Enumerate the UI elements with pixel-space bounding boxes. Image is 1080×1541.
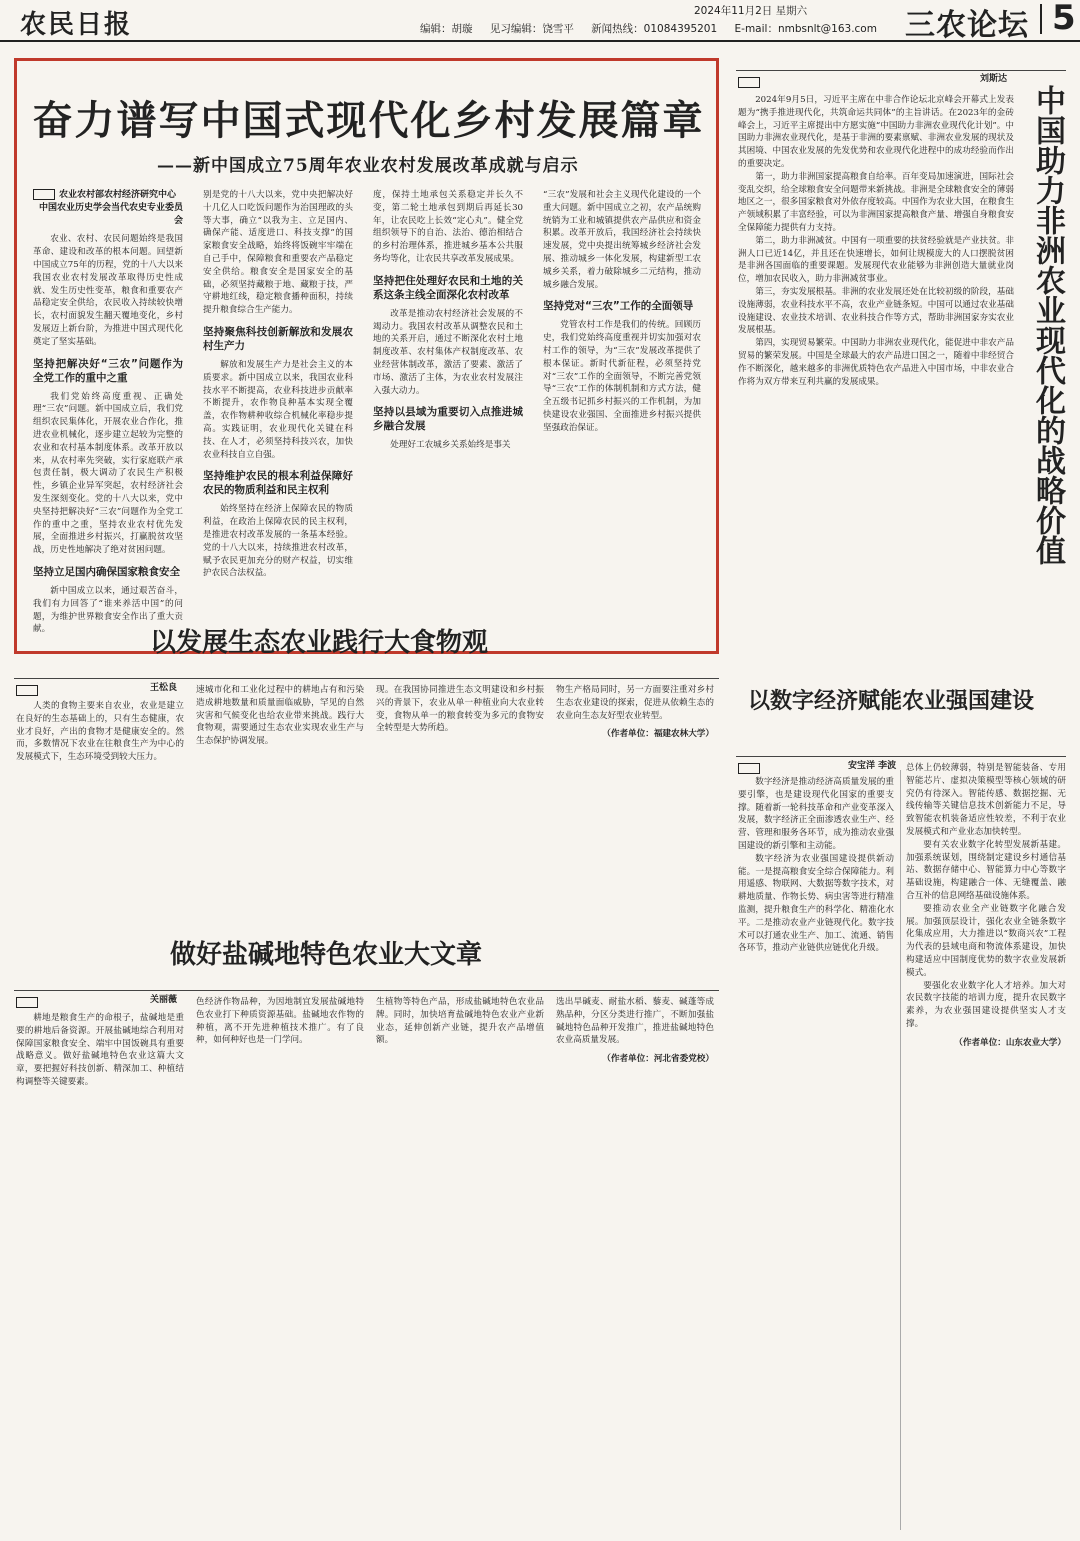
page-divider: [1040, 4, 1042, 34]
main-article-box: [14, 58, 719, 654]
main-byline: 农业农村部农村经济研究中心 中国农业历史学会当代农史专业委员会: [33, 189, 183, 227]
africa-article-title: 中国助力非洲农业现代化的战略价值: [1030, 85, 1065, 565]
page-number: 5: [1052, 0, 1076, 38]
rule: [736, 70, 1066, 71]
paragraph: 第二，助力非洲减贫。中国有一项重要的扶贫经验就是产业扶贫。非洲人口已近14亿，并且还在快速增长，如何让规模庞大的人口摆脱贫困是非洲各国面临的重要课题。发展现代农业能够为非洲创造大量就业岗位，增加农民收入，助力非洲减贫事业。: [738, 235, 1014, 285]
eco-author: 王松良: [150, 683, 178, 693]
paragraph: 新中国成立以来，通过艰苦奋斗，我们有力回答了“谁来养活中国”的问题，为维护世界粮食安全作出了重大贡献。: [33, 585, 183, 635]
byline-box-icon: [33, 189, 55, 200]
masthead: [0, 0, 1080, 42]
saline-column-2: [196, 996, 364, 1532]
email: E-mail：nmbsnlt@163.com: [734, 23, 877, 35]
paragraph: 生植物等特色产品，形成盐碱地特色农业品牌。同时，加快培育盐碱地特色农业产业新业态，延伸创新产业链，提升农产品增值额。: [376, 997, 544, 1046]
byline-box-icon: [16, 680, 42, 699]
main-article-title: 奋力谱写中国式现代化乡村发展篇章: [32, 97, 705, 144]
digital-column-1: [738, 776, 894, 1532]
main-column-4: [543, 189, 701, 645]
paragraph: “三农”发展和社会主义现代化建设的一个重大问题。新中国成立之初，农产品统购统销为工业和城镇提供农产品供应和资金积累。改革开放后，我国经济社会持续快速发展，党中央提出统筹城乡经济社会发展、推动城乡一体化发展，构建新型工农城乡关系，着力破除城乡二元结构，推动城乡融合发展。: [543, 190, 701, 290]
paragraph: 第一，助力非洲国家提高粮食自给率。百年变局加速演进，国际社会变乱交织，给全球粮食安全问题带来新挑战。非洲是全球粮食安全的薄弱地区之一，很多国家粮食对外依存度较高。中国作为农业大国，在粮食生产领域积累了丰富经验，可以为非洲国家提高粮食产量、增强自身粮食安全保障能力提供有力支持。: [738, 171, 1014, 233]
paragraph: 选出旱碱麦、耐盐水稻、藜麦、碱蓬等成熟品种，分区分类进行推广，不断加强盐碱地特色品种开发推广，推进盐碱地特色农业高质量发展。: [556, 997, 714, 1046]
paragraph: 现。在我国协同推进生态文明建设和乡村振兴的背景下，农业从单一种植业向大农业转变，食物从单一的粮食转变为多元的食物安全转型是大势所趋。: [376, 685, 544, 734]
news-hotline: 新闻热线：01084395201: [591, 23, 718, 35]
paragraph: 解放和发展生产力是社会主义的本质要求。新中国成立以来，我国农业科技水平不断提高，农业科技进步贡献率不断提升，农作物良种基本实现全覆盖，农作物耕种收综合机械化率稳步提高。实践证明，农业现代化关键在科技、在人才，必须坚持科技兴农，加快农业科技自立自强。: [203, 359, 353, 460]
byline-box-icon: [16, 992, 42, 1011]
paragraph: 要有关农业数字化转型发展新基建。加强系统谋划，围绕制定建设乡村通信基站、数据存储中心、智能算力中心等数字基础设施，构建融合一体、无缝覆盖、融合互补的信息网络基础设施体系。: [906, 839, 1066, 901]
saline-article-title: 做好盐碱地特色农业大文章: [170, 940, 483, 970]
author-unit: （作者单位：山东农业大学）: [954, 1037, 1066, 1048]
paragraph: 我们党始终高度重视、正确处理“三农”问题。新中国成立后，我们党组织农民集体化，开展农业合作化，推进农业机械化，逐步建立起较为完整的农业和农村基本制度体系。改革开放以来，从农村率先突破，实行家庭联产承包责任制，极大调动了农民生产积极性，乡镇企业异军突起，农村经济社会发生深刻变化。党的十八大以来，党中央坚持把解决好“三农”问题作为全党工作的重中之重，坚持农业农村优先发展，全面推进乡村振兴，打赢脱贫攻坚战，历史性地解决了绝对贫困问题。: [33, 391, 183, 556]
paragraph: 处理好工农城乡关系始终是事关: [390, 440, 511, 451]
digital-author: 安宝洋 李波: [848, 761, 897, 771]
column-divider: [900, 770, 901, 1530]
saline-column-1: [16, 1012, 184, 1532]
paragraph: 要强化农业数字化人才培养。加大对农民数字技能的培训力度，提升农民数字素养，为农业强国建设提供坚实人才支撑。: [906, 980, 1066, 1029]
digital-article-title: 以数字经济赋能农业强国建设: [748, 689, 1035, 714]
paragraph: 耕地是粮食生产的命根子，盐碱地是重要的耕地后备资源。开展盐碱地综合利用对保障国家粮食安全、端牢中国饭碗具有重要战略意义。做好盐碱地特色农业这篇大文章，要把握好科技创新、精深加工、种植结构调整等关键要素。: [16, 1013, 184, 1087]
main-column-1: [33, 189, 183, 645]
main-column-3: [373, 189, 523, 645]
byline-box-icon: [738, 758, 764, 777]
main-article-subtitle: ——新中国成立75周年农业农村发展改革成就与启示: [157, 156, 579, 176]
subheading: 坚持把解决好“三农”问题作为全党工作的重中之重: [33, 357, 183, 384]
rule: [14, 990, 719, 991]
paragraph: 数字经济为农业强国建设提供新动能。一是提高粮食安全综合保障能力。利用遥感、物联网、大数据等数字技术，对耕地质量、作物长势、病虫害等进行精准监测，提升粮食生产的科学化、精准化水平。二是推动农业产业链现代化。数字技术可以打通农业生产、加工、流通、销售各环节，推动产业链供应链优化升级。: [738, 853, 894, 954]
paragraph: 始终坚持在经济上保障农民的物质利益，在政治上保障农民的民主权利，是推进农村改革发展的一条基本经验。党的十八大以来，持续推进农村改革，赋予农民更加充分的财产权益，切实维护农民合法权益。: [203, 504, 353, 579]
africa-author: 刘斯达: [980, 74, 1008, 84]
saline-column-3: [376, 996, 544, 1532]
section-name: 三农论坛: [905, 8, 1029, 43]
author-unit: （作者单位：福建农林大学）: [602, 729, 714, 740]
paragraph: 总体上仍较薄弱，特别是智能装备、专用智能芯片、虚拟决策模型等核心领域的研究仍有待深入。智能传感、数据挖掘、无线传输等关键信息技术创新能力不足，导致智能农机装备适应性较差，不利于农业发展模式和产业业态加快转型。: [906, 763, 1066, 837]
subheading: 坚持立足国内确保国家粮食安全: [33, 565, 180, 578]
main-column-2: [203, 189, 353, 645]
byline-box-icon: [738, 72, 764, 91]
paragraph: 数字经济是推动经济高质量发展的重要引擎，也是建设现代化国家的重要支撑。随着新一轮科技革命和产业变革深入发展，数字经济正全面渗透农业生产、经营、管理和服务各环节，成为推动农业强国建设的新引擎和主动能。: [738, 777, 894, 851]
subheading: 坚持聚焦科技创新解放和发展农村生产力: [203, 325, 353, 352]
subheading: 坚持以县域为重要切入点推进城乡融合发展: [373, 406, 523, 433]
paragraph: 第四，实现贸易繁荣。中国助力非洲农业现代化，能促进中非农产品贸易的繁荣发展。中国是全球最大的农产品进口国之一，随着中非经贸合作不断深化，越来越多的非洲优质特色农产品进入中国市场，中非农业合作将为双方带来互利共赢的发展成果。: [738, 338, 1014, 387]
paper-name: 农民日报: [20, 10, 133, 40]
digital-column-2: [906, 762, 1066, 1532]
africa-column: [738, 94, 1014, 664]
paragraph: 要推动农业全产业链数字化融合发展。加强顶层设计，强化农业全链条数字化集成应用，大力推进以“数商兴农”工程为代表的县域电商和物流体系建设，加快构建适应中国制度优势的数字农业发展新模式。: [906, 903, 1066, 978]
paragraph: 别是党的十八大以来，党中央把解决好十几亿人口吃饭问题作为治国理政的头等大事，确立“以我为主、立足国内、确保产能、适度进口、科技支撑”的国家粮食安全战略，始终将饭碗牢牢端在自己手中，保障粮食和重要农产品稳定安全供给。粮食安全是国家安全的基础，必须坚持藏粮于地、藏粮于技，严守耕地红线，稳定粮食播种面积，持续提升粮食综合生产能力。: [203, 190, 353, 316]
author-unit: （作者单位：河北省委党校）: [602, 1054, 714, 1065]
paragraph: 党管农村工作是我们的传统。回顾历史，我们党始终高度重视并切实加强对农村工作的领导，为“三农”发展改革提供了根本保证。新时代新征程，必须坚持党对“三农”工作的全面领导，不断完善党领导“三农”工作的体制机制和方式方法，健全五级书记抓乡村振兴的工作机制，为加快建设农业强国、全面推进乡村振兴提供坚强政治保证。: [543, 320, 701, 433]
eco-article-title: 以发展生态农业践行大食物观: [150, 628, 489, 658]
paragraph: 人类的食物主要来自农业，农业是建立在良好的生态基础上的，只有生态健康，农业才良好，产出的食物才是健康安全的。然而，多数情况下农业在往粮食生产为中心的发展模式下，生态环境受到较大压力。: [16, 701, 184, 763]
saline-column-4: [556, 996, 714, 1532]
paragraph: 色经济作物品种，为因地制宜发展盐碱地特色农业打下种质资源基础。盐碱地农作物的种植，离不开先进种植技术推广。有了良种，如何种好也是一门学问。: [196, 997, 364, 1046]
paragraph: 物生产格局同时，另一方面要注重对乡村生态农业建设的探索，促进从依赖生态的农业向生态友好型农业转型。: [556, 685, 714, 721]
intern-editor: 见习编辑：饶雪平: [489, 23, 574, 35]
eco-column-2: [196, 684, 364, 922]
editor: 编辑：胡璇: [420, 23, 473, 35]
rule: [736, 756, 1066, 757]
paragraph: 第三，夯实发展根基。非洲的农业发展还处在比较初级的阶段，基础设施薄弱，农业科技水平不高，农业产业链条短。中国可以通过农业基础设施建设、农业技术培训、农业科技合作等方式，帮助非洲国家夯实农业发展根基。: [738, 286, 1014, 336]
subheading: 坚持党对“三农”工作的全面领导: [543, 300, 694, 313]
paragraph: 速城市化和工业化过程中的耕地占有和污染造成耕地数量和质量面临威胁，罕见的自然灾害和气候变化也给农业带来挑战。践行大食物观，需要通过生态农业实现农业生产与生态保护协调发展。: [196, 685, 364, 747]
paragraph: 度，保持土地承包关系稳定并长久不变，第二轮土地承包到期后再延长30年，让农民吃上长效“定心丸”。健全党组织领导下的自治、法治、德治相结合的乡村治理体系，推进城乡基本公共服务均等化，让农民共享改革发展成果。: [373, 190, 523, 264]
subheading: 坚持维护农民的根本利益保障好农民的物质利益和民主权利: [203, 470, 353, 497]
issue-date: 2024年11月2日 星期六: [694, 5, 808, 17]
saline-author: 关丽薇: [150, 995, 178, 1005]
eco-column-1: [16, 700, 184, 922]
editor-line: [420, 21, 891, 36]
eco-column-3: [376, 684, 544, 922]
paragraph: 2024年9月5日，习近平主席在中非合作论坛北京峰会开幕式上发表题为“携手推进现代化，共筑命运共同体”的主旨讲话。在2023年的金砖峰会上，习近平主席提出中方愿实施“中国助力非洲农业现代化计划”。中国助力非洲农业现代化，是基于非洲的要素禀赋、非洲农业发展的现状及其困境、中国农业发展的先发优势和农业现代化进程中的成功经验而作出的重要决定。: [738, 95, 1014, 169]
rule: [14, 678, 719, 679]
paragraph: 农业、农村、农民问题始终是我国革命、建设和改革的根本问题。回望新中国成立75年的历程，党的十八大以来我国农业农村发展改革取得历史性成就、发生历史性变革，粮食和重要农产品稳定安全供给，农民收入持续较快增长，农村面貌发生翻天覆地变化，乡村发展迈上新台阶，为推进中国式现代化奠定了坚实基础。: [33, 234, 183, 347]
paragraph: 改革是推动农村经济社会发展的不竭动力。我国农村改革从调整农民和土地的关系开启，通过不断深化农村土地制度改革、农村集体产权制度改革、农业经营体制改革，激活了要素、激活了市场、激活了主体，为农业农村发展注入强大动力。: [373, 308, 523, 396]
subheading: 坚持把住处理好农民和土地的关系这条主线全面深化农村改革: [373, 274, 523, 301]
eco-column-4: [556, 684, 714, 922]
